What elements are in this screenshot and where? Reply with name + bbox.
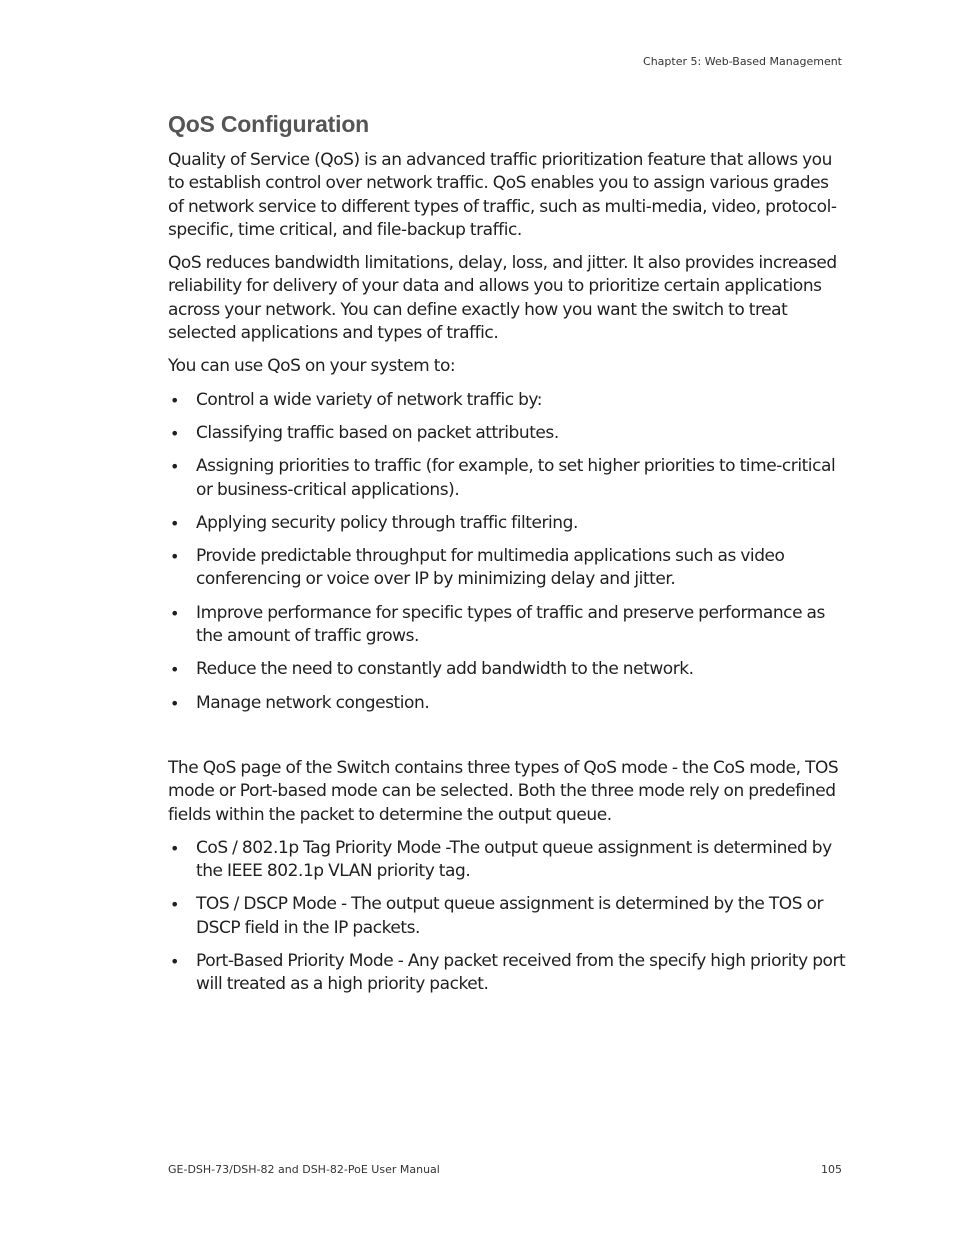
list-item [168,512,848,535]
paragraph-qos-definition: Quality of Service (QoS) is an advanced traffic prioritization feature that allows you to establish control over network traffic. QoS enables you to assign various grades of network service to different types of traffic, such as multi-media, video, protocol-specific, time critical, and file-backup traffic. [168,150,837,240]
list-item [168,893,848,940]
bullet-icon: • [170,390,179,410]
section-spacer [168,725,848,757]
list-item [168,389,848,412]
list-item-text: CoS / 802.1p Tag Priority Mode -The output queue assignment is determined by the IEEE 802.1p VLAN priority tag. [196,837,832,882]
bullet-icon: • [170,547,179,567]
footer-page-number: 105 [821,1163,842,1176]
list-item-text: Port-Based Priority Mode - Any packet received from the specify high priority port will treated as a high priority packet. [196,951,846,995]
list-item-text: TOS / DSCP Mode - The output queue assignment is determined by the TOS or DSCP field in the IP packets. [196,894,824,938]
list-item-text: Reduce the need to constantly add bandwidth to the network. [196,659,694,680]
list-item-text: Manage network congestion. [196,692,430,713]
page-content [168,111,848,1007]
bullet-icon: • [170,952,179,972]
list-item [168,455,848,502]
bullet-icon: • [170,457,179,477]
list-item-text: Classifying traffic based on packet attributes. [196,422,559,443]
bullet-icon: • [170,603,179,623]
paragraph-qos-modes-intro: The QoS page of the Switch contains three types of QoS mode - the CoS mode, TOS mode or Port-based mode can be selected. Both the three mode rely on predefined fields within the packet to determine the output queue. [168,757,839,825]
list-item-text: Applying security policy through traffic filtering. [196,512,578,533]
footer-manual-title: GE-DSH-73/DSH-82 and DSH-82-PoE User Manual [168,1163,440,1176]
list-item [168,602,848,649]
paragraph-qos-uses-intro: You can use QoS on your system to: [168,356,456,377]
list-item [168,950,848,997]
bullet-icon: • [170,895,179,915]
list-item-text: Control a wide variety of network traffic by: [196,389,543,410]
bullet-icon: • [170,838,179,858]
list-item [168,837,848,884]
bullet-icon: • [170,693,179,713]
qos-uses-list [168,389,848,715]
list-item-text: Assigning priorities to traffic (for example, to set higher priorities to time-critical or business-critical applications). [196,456,836,500]
bullet-icon: • [170,660,179,680]
list-item [168,545,848,592]
bullet-icon: • [170,423,179,443]
bullet-icon: • [170,513,179,533]
list-item [168,692,848,715]
list-item-text: Provide predictable throughput for multimedia applications such as video conferencing or voice over IP by minimizing delay and jitter. [196,546,785,590]
list-item [168,658,848,681]
list-item-text: Improve performance for specific types of traffic and preserve performance as the amount of traffic grows. [196,602,825,647]
section-title: QoS Configuration [168,111,370,137]
running-header: Chapter 5: Web-Based Management [643,55,842,68]
paragraph-qos-benefits: QoS reduces bandwidth limitations, delay, loss, and jitter. It also provides increased reliability for delivery of your data and allows you to prioritize certain applications across your network. You can define exactly how you want the switch to treat selected applications and types of traffic. [168,253,837,344]
qos-modes-list [168,837,848,997]
list-item [168,422,848,445]
